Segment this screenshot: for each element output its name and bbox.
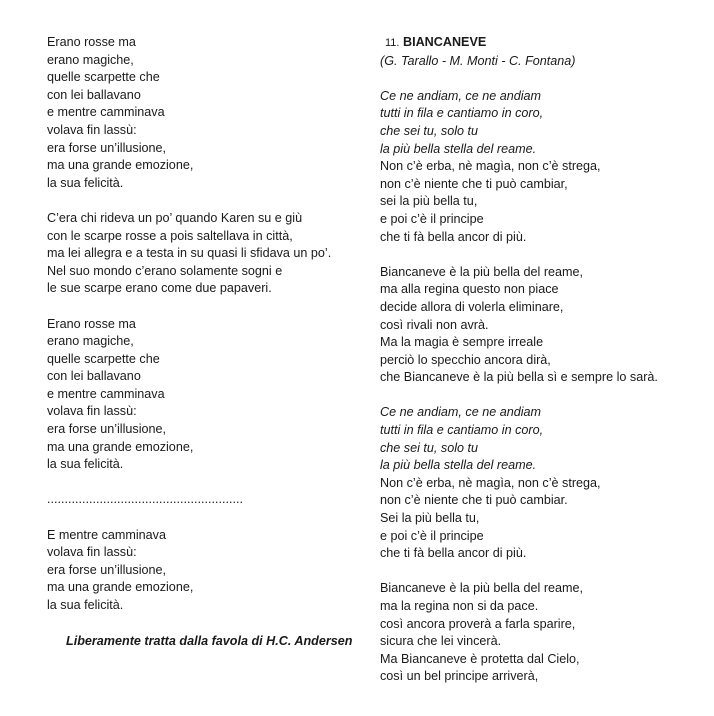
lyric-line: Erano rosse ma: [47, 35, 136, 49]
lyric-line: volava fin lassù:: [47, 404, 137, 419]
lyric-line: che Biancaneve è la più bella sì e sempre lo sarà.: [380, 370, 658, 385]
lyric-line: non c’è niente che ti può cambiar,: [380, 176, 568, 191]
lyric-line: erano magiche,: [47, 334, 134, 349]
lyric-line: con le scarpe rosse a pois saltellava in città,: [47, 228, 293, 243]
source-credit: Liberamente tratta dalla favola di H.C. Andersen: [66, 634, 353, 648]
lyric-line: così rivali non avrà.: [380, 317, 489, 332]
song-number: 11.: [385, 37, 400, 49]
lyric-line: con lei ballavano: [47, 87, 141, 102]
lyric-line: non c’è niente che ti può cambiar.: [380, 493, 568, 508]
lyric-line: ma una grande emozione,: [47, 439, 194, 454]
lyric-line: C’era chi rideva un po’ quando Karen su e giù: [47, 210, 303, 225]
lyric-line: sei la più bella tu,: [380, 194, 478, 209]
lyric-line: era forse un’illusione,: [47, 562, 167, 577]
lyric-line: e mentre camminava: [47, 386, 165, 401]
lyric-line: ma alla regina questo non piace: [380, 282, 559, 297]
chorus-1: [380, 88, 700, 246]
lyric-line: e poi c’è il principe: [380, 528, 484, 543]
lyric-line: Non c’è erba, nè magìa, non c’è strega,: [380, 475, 601, 490]
chorus-line: tutti in fila e cantiamo in coro,: [380, 423, 544, 438]
lyric-line: Non c’è erba, nè magìa, non c’è strega,: [380, 159, 601, 174]
chorus-line: Ce ne andiam, ce ne andiam: [380, 88, 542, 103]
chorus-line: che sei tu, solo tu: [380, 440, 479, 455]
lyric-line: decide allora di volerla eliminare,: [380, 299, 564, 314]
chorus-line: che sei tu, solo tu: [380, 123, 479, 138]
chorus-line: tutti in fila e cantiamo in coro,: [380, 106, 544, 121]
lyric-line: e mentre camminava: [47, 105, 165, 120]
lyric-line: con lei ballavano: [47, 369, 141, 384]
lyrics-stanza-1: [47, 34, 357, 192]
lyric-line: Ma Biancaneve è protetta dal Cielo,: [380, 651, 580, 666]
chorus-2: [380, 404, 700, 562]
lyric-line: che ti fà bella ancor di più.: [380, 546, 527, 561]
lyric-line: ma lei allegra e a testa in su quasi li sfidava un po’.: [47, 246, 332, 261]
lyric-line: Ma la magia è sempre irreale: [380, 335, 544, 350]
lyric-line: era forse un’illusione,: [47, 422, 167, 437]
lyric-line: ma una grande emozione,: [47, 580, 194, 595]
lyric-line: quelle scarpette che: [47, 70, 160, 85]
dotted-separator: ........................................................: [47, 492, 243, 507]
song-name: BIANCANEVE: [402, 35, 487, 49]
lyric-line: la sua felicità.: [47, 457, 124, 472]
lyric-line: la sua felicità.: [47, 598, 124, 612]
lyrics-stanza-final: [47, 527, 357, 615]
lyric-line: così un bel principe arriverà,: [380, 669, 539, 684]
lyric-line: volava fin lassù:: [47, 545, 137, 560]
song-authors: (G. Tarallo - M. Monti - C. Fontana): [380, 53, 576, 68]
lyric-line: E mentre camminava: [47, 527, 166, 542]
lyric-line: Erano rosse ma: [47, 316, 136, 331]
left-column: [47, 34, 357, 615]
lyric-line: così ancora proverà a farla sparire,: [380, 616, 576, 631]
chorus-line: la più bella stella del reame.: [380, 141, 537, 156]
lyric-line: era forse un’illusione,: [47, 140, 167, 155]
lyric-line: Biancaneve è la più bella del reame,: [380, 581, 584, 596]
verse-2: [380, 580, 700, 686]
lyric-line: erano magiche,: [47, 52, 134, 67]
right-column: [380, 34, 700, 686]
lyric-line: perciò lo specchio ancora dirà,: [380, 352, 551, 367]
lyric-line: ma la regina non si da pace.: [380, 599, 539, 613]
chorus-line: Ce ne andiam, ce ne andiam: [380, 405, 542, 420]
lyric-line: la sua felicità.: [47, 175, 124, 190]
chorus-line: la più bella stella del reame.: [380, 458, 537, 473]
lyric-line: volava fin lassù:: [47, 122, 137, 137]
lyrics-stanza-3: [47, 316, 357, 474]
lyric-line: e poi c’è il principe: [380, 211, 484, 226]
lyric-line: quelle scarpette che: [47, 351, 160, 366]
lyric-line: sicura che lei vincerà.: [380, 634, 502, 649]
lyric-line: Biancaneve è la più bella del reame,: [380, 264, 584, 279]
lyric-line: Sei la più bella tu,: [380, 511, 480, 526]
verse-1: [380, 264, 700, 387]
lyric-line: ma una grande emozione,: [47, 158, 194, 173]
lyric-line: le sue scarpe erano come due papaveri.: [47, 281, 272, 296]
lyric-line: che ti fà bella ancor di più.: [380, 229, 527, 244]
song-title: [380, 34, 700, 53]
lyrics-stanza-2: [47, 210, 357, 298]
lyric-line: Nel suo mondo c’erano solamente sogni e: [47, 263, 283, 278]
